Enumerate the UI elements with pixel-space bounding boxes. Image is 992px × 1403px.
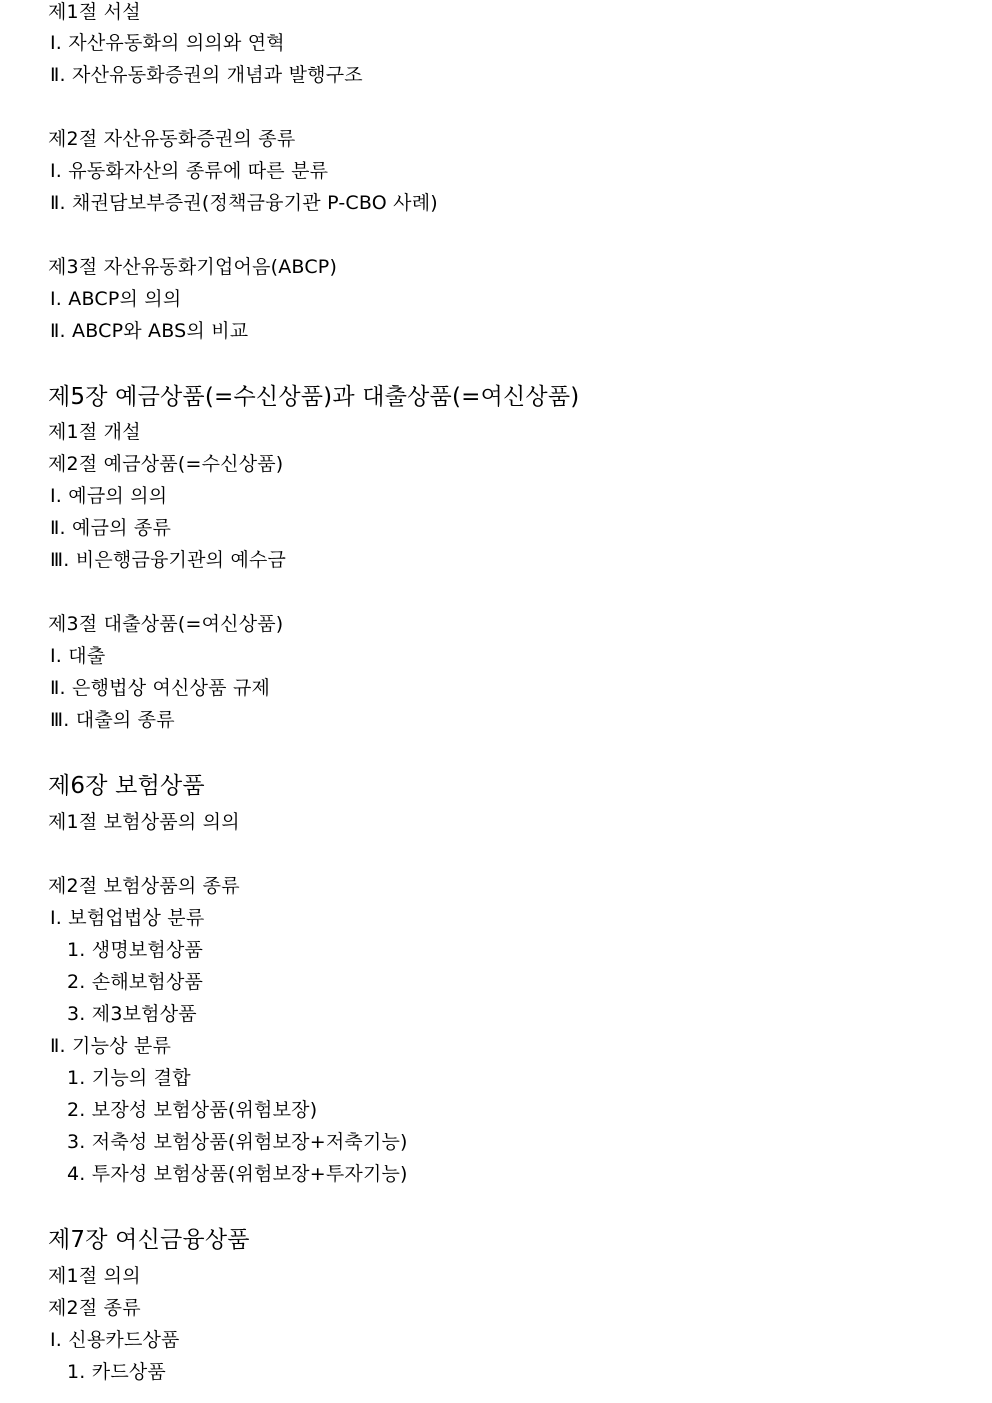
toc-subitem: 1. 생명보험상품 — [67, 939, 204, 961]
toc-item: Ⅱ. 예금의 종류 — [50, 517, 172, 539]
section-heading: 제2절 예금상품(=수신상품) — [48, 453, 284, 475]
toc-item: Ⅲ. 대출의 종류 — [50, 709, 175, 731]
toc-subitem: 3. 저축성 보험상품(위험보장+저축기능) — [67, 1131, 408, 1153]
section-heading: 제3절 자산유동화기업어음(ABCP) — [48, 256, 338, 278]
toc-item: Ⅰ. 유동화자산의 종류에 따른 분류 — [50, 160, 329, 182]
toc-subitem: 1. 기능의 결합 — [67, 1067, 191, 1089]
section-heading: 제1절 개설 — [48, 421, 141, 443]
toc-item: Ⅰ. 자산유동화의 의의와 연혁 — [50, 32, 285, 54]
toc-item: Ⅰ. 예금의 의의 — [50, 485, 168, 507]
toc-item: Ⅱ. ABCP와 ABS의 비교 — [50, 320, 249, 342]
toc-item: Ⅰ. 대출 — [50, 645, 106, 667]
toc-item: Ⅰ. 보험업법상 분류 — [50, 907, 205, 929]
toc-subitem: 4. 투자성 보험상품(위험보장+투자기능) — [67, 1163, 408, 1185]
toc-item: Ⅰ. ABCP의 의의 — [50, 288, 182, 310]
section-heading: 제1절 서설 — [48, 1, 141, 23]
section-heading: 제2절 종류 — [48, 1297, 141, 1319]
toc-subitem: 1. 카드상품 — [67, 1361, 166, 1383]
section-heading: 제3절 대출상품(=여신상품) — [48, 613, 284, 635]
toc-item: Ⅲ. 비은행금융기관의 예수금 — [50, 549, 287, 571]
toc-item: Ⅱ. 자산유동화증권의 개념과 발행구조 — [50, 64, 363, 86]
section-heading: 제1절 보험상품의 의의 — [48, 811, 240, 833]
toc-item: Ⅱ. 채권담보부증권(정책금융기관 P-CBO 사례) — [50, 192, 438, 214]
chapter-heading: 제5장 예금상품(=수신상품)과 대출상품(=여신상품) — [48, 384, 580, 410]
toc-item: Ⅱ. 은행법상 여신상품 규제 — [50, 677, 271, 699]
toc-subitem: 2. 보장성 보험상품(위험보장) — [67, 1099, 318, 1121]
toc-subitem: 3. 제3보험상품 — [67, 1003, 197, 1025]
toc-item: Ⅱ. 기능상 분류 — [50, 1035, 172, 1057]
chapter-heading: 제6장 보험상품 — [48, 773, 205, 799]
section-heading: 제2절 자산유동화증권의 종류 — [48, 128, 296, 150]
toc-subitem: 2. 손해보험상품 — [67, 971, 204, 993]
toc-item: Ⅰ. 신용카드상품 — [50, 1329, 180, 1351]
chapter-heading: 제7장 여신금융상품 — [48, 1227, 250, 1253]
section-heading: 제2절 보험상품의 종류 — [48, 875, 240, 897]
section-heading: 제1절 의의 — [48, 1265, 141, 1287]
